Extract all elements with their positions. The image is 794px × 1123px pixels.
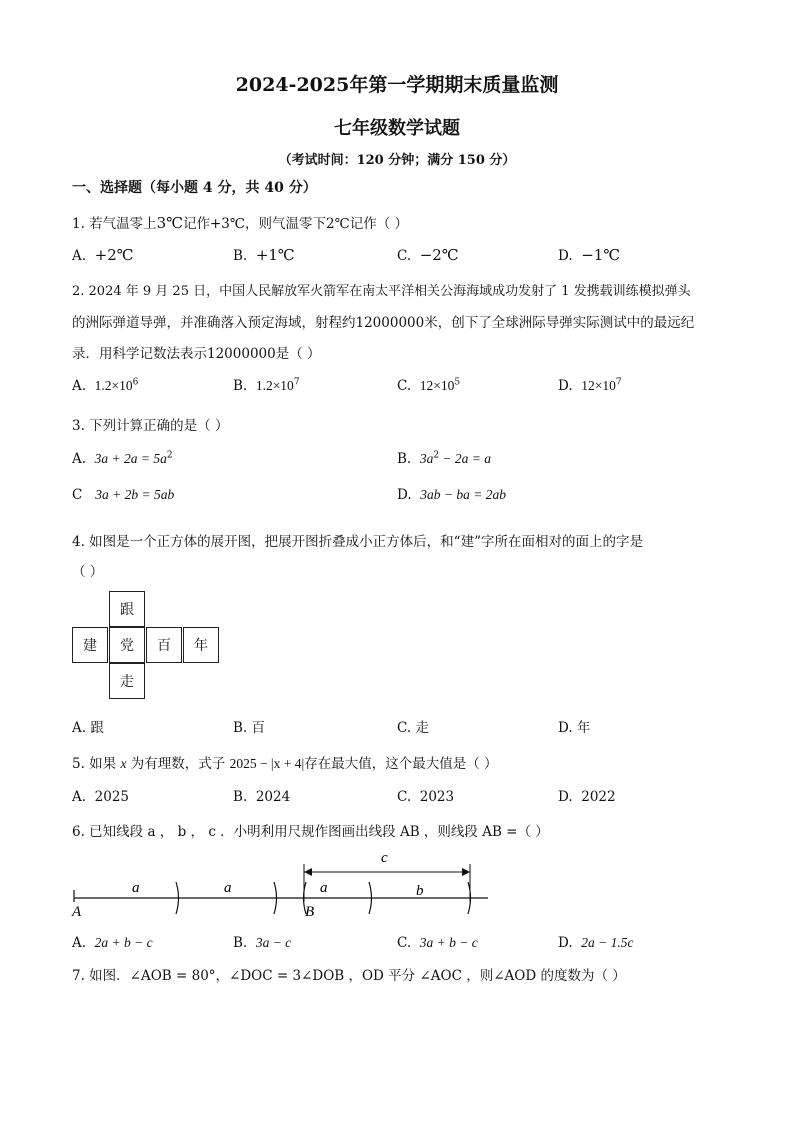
q4-option-a[interactable]: A. 跟	[72, 720, 104, 736]
question-2-line-2: 的洲际弹道导弹，并准确落入预定海域，射程约12000000米，创下了全球洲际导弹实际测试中的最远纪	[72, 315, 695, 331]
c-arrow-left	[304, 868, 312, 876]
q4-option-b[interactable]: B. 百	[233, 720, 266, 736]
question-4-line-1: 4. 如图是一个正方体的展开图，把展开图折叠成小正方体后，和“建”字所在面相对的面上的字是	[72, 534, 643, 550]
question-1-stem: 1. 若气温零上3℃记作+3℃，则气温零下2℃记作（ ）	[72, 214, 409, 232]
q2-option-d[interactable]: D. $12\times 10^7$	[558, 377, 622, 394]
q1-option-c[interactable]: C. −2℃	[397, 246, 459, 264]
net-cell-row-1: 建	[72, 627, 108, 663]
label-c: c	[381, 850, 388, 866]
question-2-line-1: 2. 2024 年 9 月 25 日，中国人民解放军火箭军在南太平洋相关公海海域成功发射了 1 发携载训练模拟弹头	[72, 284, 691, 299]
q5-option-c[interactable]: C. 2023	[397, 789, 455, 805]
page-subtitle: 七年级数学试题	[334, 118, 460, 139]
label-point-a: A	[72, 904, 82, 920]
section-heading: 一、选择题（每小题 4 分，共 40 分）	[72, 180, 317, 196]
question-2-line-3: 录．用科学记数法表示12000000是（ ）	[72, 346, 321, 362]
q4-option-c[interactable]: C. 走	[397, 720, 429, 736]
net-cell-row-4: 年	[183, 627, 219, 663]
q5-option-a[interactable]: A. 2025	[72, 789, 129, 805]
q5-option-b[interactable]: B. 2024	[233, 789, 291, 805]
q2-option-c[interactable]: C. $12\times 10^5$	[397, 377, 461, 394]
q2-option-b[interactable]: B. $1.2\times 10^7$	[233, 377, 300, 394]
label-a-2: a	[224, 880, 232, 896]
net-cell-top: 跟	[109, 591, 145, 627]
q5-option-d[interactable]: D. 2022	[558, 789, 616, 805]
question-3-stem: 3. 下列计算正确的是（ ）	[72, 418, 229, 434]
q1-option-b[interactable]: B. +1℃	[233, 246, 295, 264]
net-cell-bottom: 走	[109, 663, 145, 699]
label-a-3: a	[320, 880, 328, 896]
q1-option-a[interactable]: A. +2℃	[72, 246, 134, 264]
c-arrow-right	[462, 868, 470, 876]
net-cell-row-3: 百	[146, 627, 182, 663]
q1-option-d[interactable]: D. −1℃	[558, 246, 621, 264]
segment-construction-figure	[60, 842, 500, 922]
page-title: 2024-2025年第一学期期末质量监测	[235, 74, 559, 96]
q3-option-a[interactable]: A. $3a + 2a = 5a^2$	[72, 450, 173, 467]
q3-option-d[interactable]: D. 3ab − ba = 2ab	[397, 487, 506, 503]
label-a-1: a	[132, 880, 140, 896]
question-7-stem: 7. 如图．∠AOB = 80°，∠DOC = 3∠DOB ，OD 平分 ∠AOC ，则∠AOD 的度数为（ ）	[72, 968, 626, 984]
q3-option-b[interactable]: B. $3a^2 - 2a = a$	[397, 450, 492, 467]
question-5-stem: 5. 如果 x 为有理数，式子 2025 − |x + 4|存在最大值，这个最大值是（ ）	[72, 756, 498, 772]
label-point-b: B	[305, 904, 315, 920]
q6-option-c[interactable]: C. 3a + b − c	[397, 935, 478, 951]
q2-option-a[interactable]: A. $1.2\times 10^6$	[72, 377, 139, 394]
label-b: b	[416, 883, 424, 899]
net-cell-row-2: 党	[109, 627, 145, 663]
question-6-stem: 6. 已知线段 a ， b ， c ．小明利用尺规作图画出线段 AB ，则线段 AB =（ ）	[72, 824, 549, 840]
q6-option-a[interactable]: A. 2a + b − c	[72, 935, 153, 951]
q3-option-c[interactable]: C 3a + 2b = 5ab	[72, 487, 175, 503]
q4-option-d[interactable]: D. 年	[558, 720, 591, 736]
q6-option-d[interactable]: D. 2a − 1.5c	[558, 935, 634, 951]
exam-info: （考试时间：120 分钟；满分 150 分）	[278, 153, 516, 168]
q6-option-b[interactable]: B. 3a − c	[233, 935, 292, 951]
question-4-line-2: （ ）	[72, 564, 104, 580]
